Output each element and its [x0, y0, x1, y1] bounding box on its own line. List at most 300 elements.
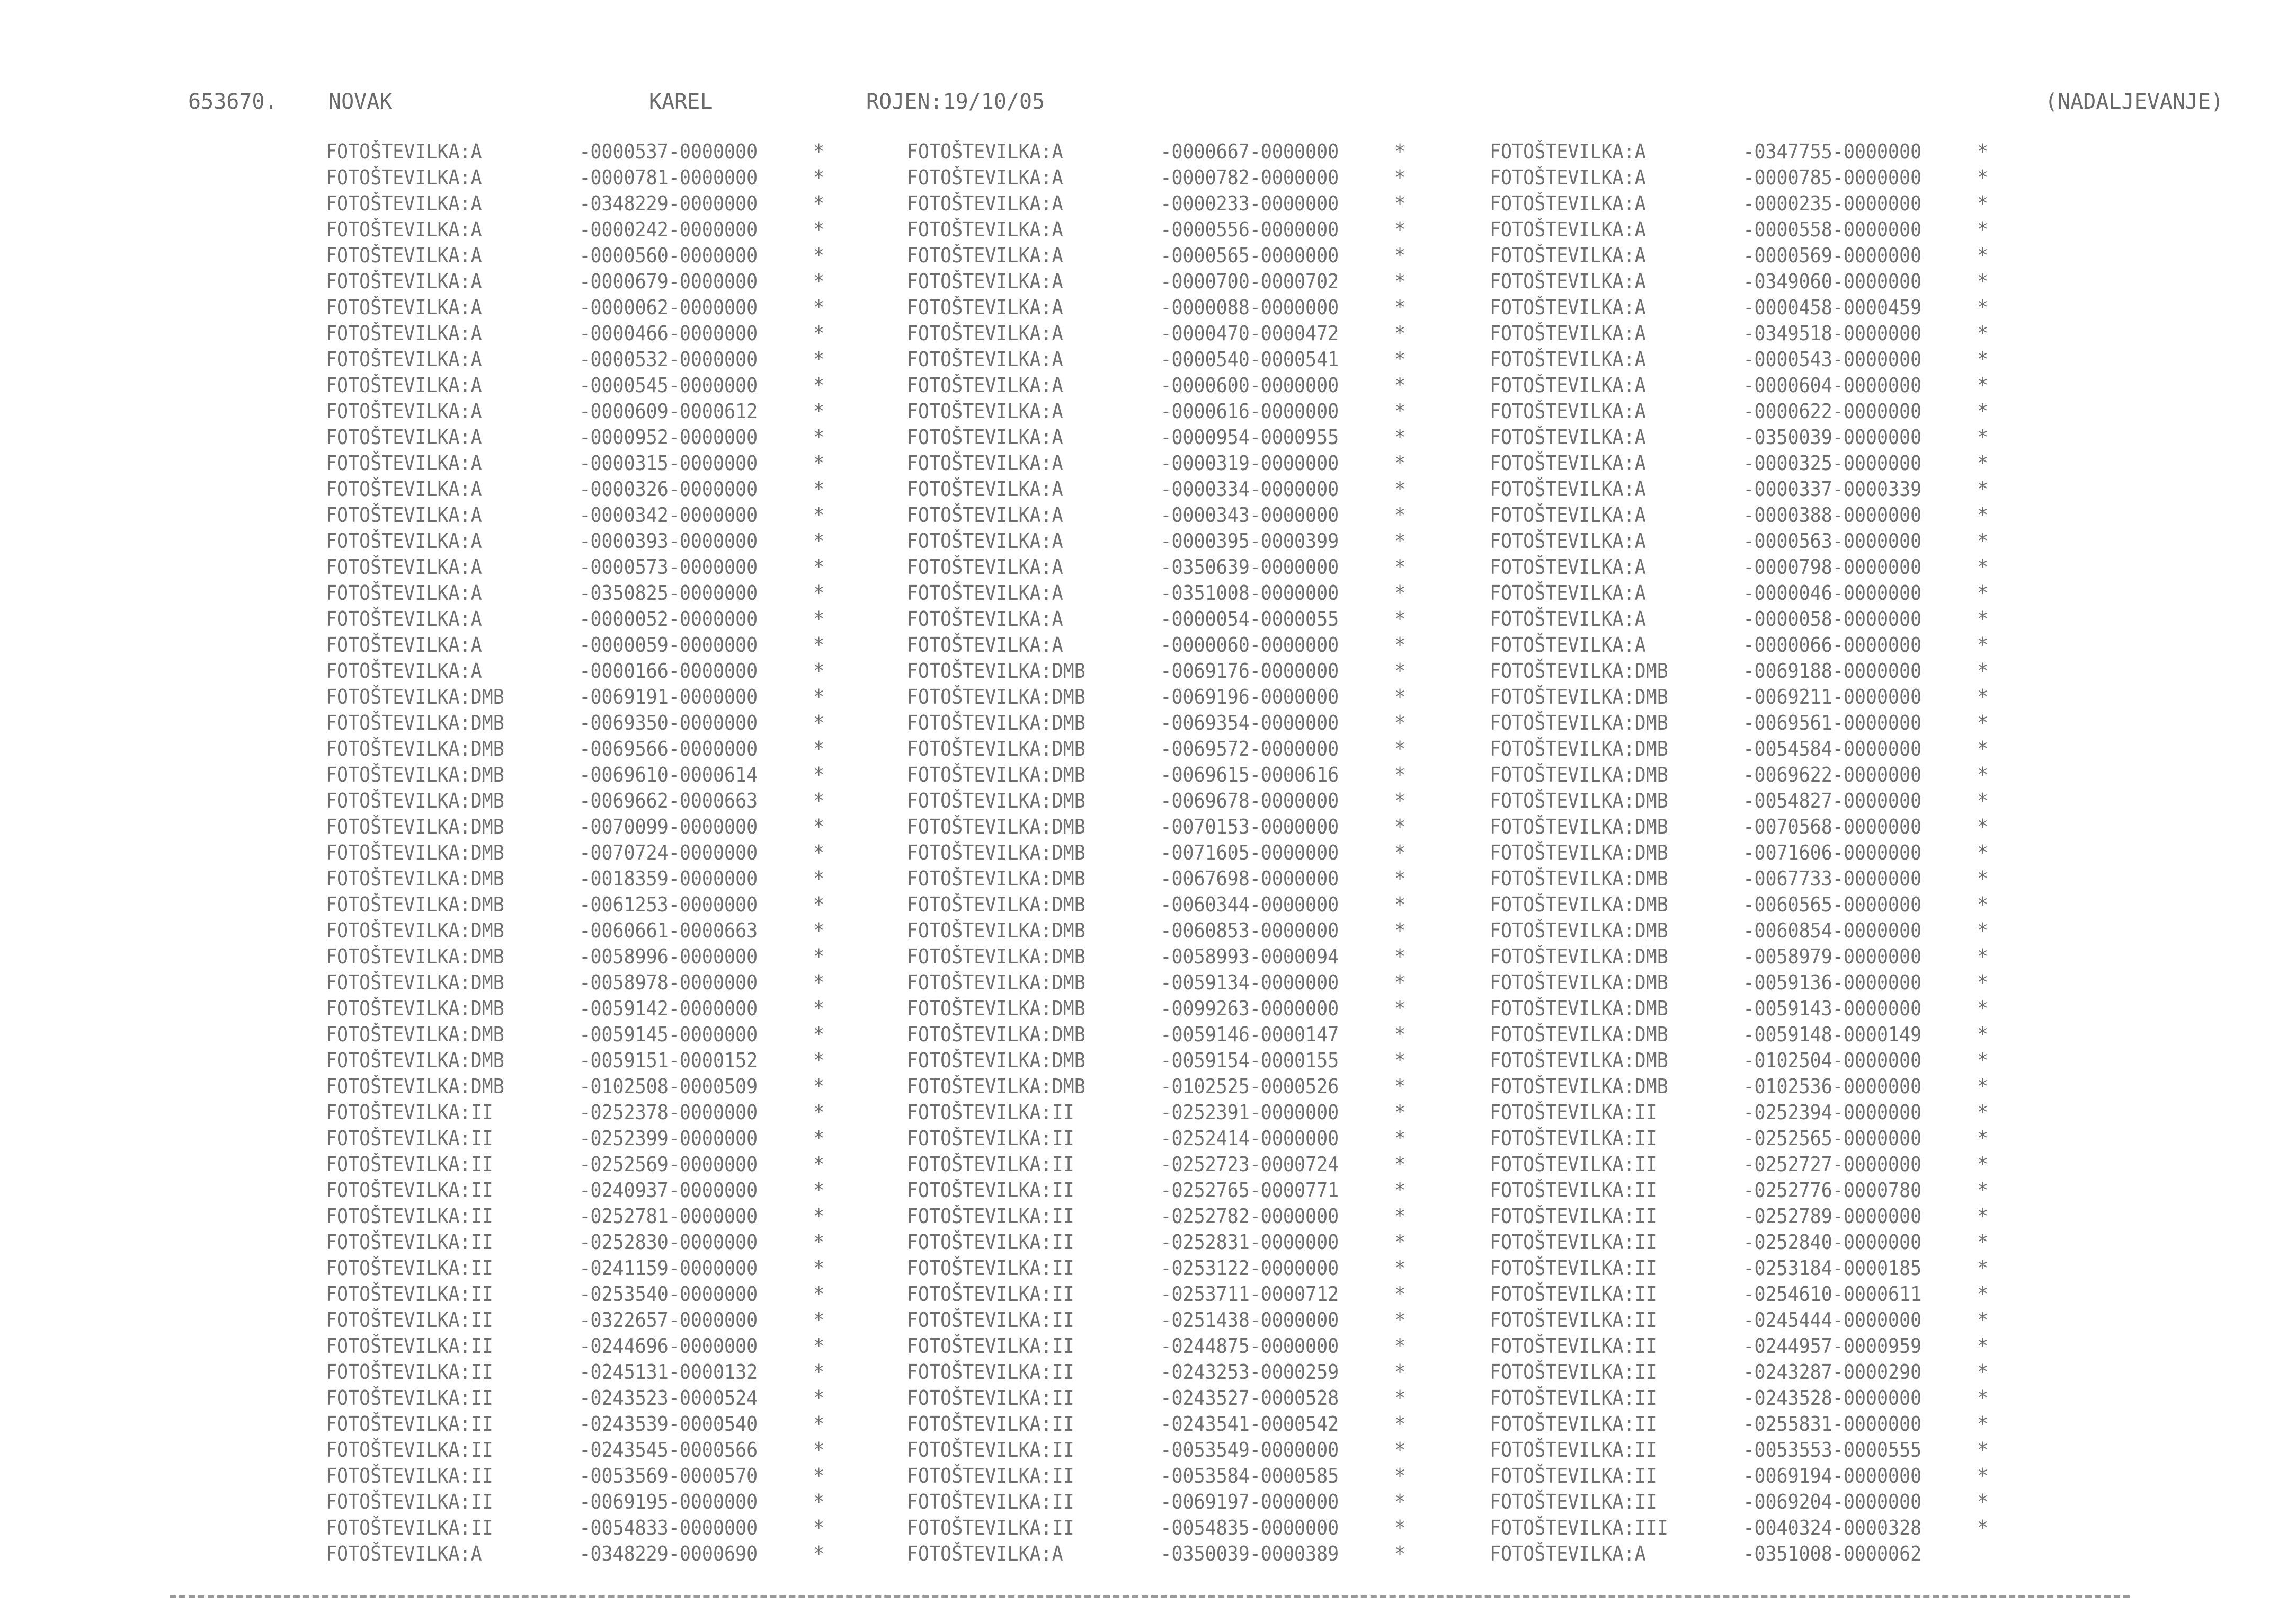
photo-number-row: [1490, 1333, 2026, 1359]
photo-number-row: [1490, 996, 2026, 1022]
photo-number-label: FOTOŠTEVILKA:II: [907, 1230, 1074, 1254]
photo-number-row: [326, 632, 862, 658]
photo-number-label: FOTOŠTEVILKA:II: [907, 1282, 1074, 1306]
photo-number-row: [1490, 554, 2026, 580]
photo-number-label: FOTOŠTEVILKA:A: [326, 218, 482, 241]
row-marker: *: [813, 555, 825, 579]
photo-number-label: FOTOŠTEVILKA:DMB: [1490, 945, 1668, 968]
photo-number-row: [1490, 1437, 2026, 1463]
photo-number-label: FOTOŠTEVILKA:II: [907, 1516, 1074, 1539]
photo-number-column-3: [1490, 139, 2072, 1567]
photo-number-row: [326, 944, 862, 970]
photo-number-value: -0059146-0000147: [1160, 1023, 1339, 1046]
photo-number-label: FOTOŠTEVILKA:II: [326, 1230, 493, 1254]
photo-number-label: FOTOŠTEVILKA:A: [1490, 607, 1646, 631]
photo-number-row: [907, 1541, 1443, 1567]
row-marker: *: [813, 1542, 825, 1565]
row-marker: *: [1977, 1464, 1989, 1487]
photo-number-row: [907, 1203, 1443, 1229]
photo-number-value: -0000233-0000000: [1160, 192, 1339, 215]
row-marker: *: [1977, 503, 1989, 527]
photo-number-row: [907, 658, 1443, 684]
photo-number-value: -0067733-0000000: [1743, 867, 1922, 890]
photo-number-row: [1490, 450, 2026, 476]
photo-number-value: -0000066-0000000: [1743, 633, 1922, 657]
photo-number-row: [326, 814, 862, 840]
photo-number-label: FOTOŠTEVILKA:DMB: [326, 763, 504, 786]
row-marker: *: [1394, 711, 1406, 734]
photo-number-value: -0059148-0000149: [1743, 1023, 1922, 1046]
row-marker: *: [1977, 374, 1989, 397]
row-marker: *: [1394, 400, 1406, 423]
photo-number-value: -0322657-0000000: [579, 1308, 758, 1332]
photo-number-row: [326, 269, 862, 295]
photo-number-label: FOTOŠTEVILKA:A: [907, 529, 1063, 553]
photo-number-row: [907, 1074, 1443, 1100]
photo-number-label: FOTOŠTEVILKA:DMB: [1490, 711, 1668, 734]
photo-number-row: [907, 1437, 1443, 1463]
row-marker: *: [1977, 633, 1989, 657]
photo-number-label: FOTOŠTEVILKA:A: [907, 633, 1063, 657]
row-marker: *: [813, 581, 825, 605]
photo-number-label: FOTOŠTEVILKA:II: [907, 1412, 1074, 1436]
photo-number-value: -0348229-0000000: [579, 192, 758, 215]
photo-number-label: FOTOŠTEVILKA:A: [1490, 270, 1646, 293]
photo-number-label: FOTOŠTEVILKA:DMB: [1490, 893, 1668, 916]
photo-number-value: -0000334-0000000: [1160, 477, 1339, 501]
photo-number-value: -0069572-0000000: [1160, 737, 1339, 760]
row-marker: *: [1977, 919, 1989, 942]
photo-number-value: -0000700-0000702: [1160, 270, 1339, 293]
photo-number-row: [1490, 710, 2026, 736]
photo-number-label: FOTOŠTEVILKA:DMB: [326, 1049, 504, 1072]
photo-number-label: FOTOŠTEVILKA:DMB: [326, 919, 504, 942]
photo-number-row: [907, 996, 1443, 1022]
photo-number-value: -0000054-0000055: [1160, 607, 1339, 631]
photo-number-label: FOTOŠTEVILKA:DMB: [907, 841, 1085, 864]
photo-number-value: -0000388-0000000: [1743, 503, 1922, 527]
photo-number-label: FOTOŠTEVILKA:A: [907, 166, 1063, 189]
row-marker: *: [813, 841, 825, 864]
row-marker: *: [1394, 1153, 1406, 1176]
photo-number-label: FOTOŠTEVILKA:DMB: [1490, 997, 1668, 1020]
row-marker: *: [1977, 1179, 1989, 1202]
photo-number-row: [907, 1100, 1443, 1126]
row-marker: *: [1977, 945, 1989, 968]
row-marker: *: [813, 1464, 825, 1487]
photo-number-value: -0060565-0000000: [1743, 893, 1922, 916]
photo-number-value: -0000782-0000000: [1160, 166, 1339, 189]
photo-number-row: [326, 892, 862, 918]
row-marker: *: [813, 659, 825, 683]
photo-number-row: [326, 736, 862, 762]
photo-number-value: -0000798-0000000: [1743, 555, 1922, 579]
photo-number-value: -0000242-0000000: [579, 218, 758, 241]
photo-number-value: -0071605-0000000: [1160, 841, 1339, 864]
photo-number-value: -0000667-0000000: [1160, 140, 1339, 163]
row-marker: *: [813, 763, 825, 786]
photo-number-label: FOTOŠTEVILKA:A: [907, 477, 1063, 501]
photo-number-value: -0000470-0000472: [1160, 322, 1339, 345]
photo-number-label: FOTOŠTEVILKA:A: [1490, 400, 1646, 423]
row-marker: *: [1394, 555, 1406, 579]
photo-number-value: -0058996-0000000: [579, 945, 758, 968]
row-marker: *: [813, 477, 825, 501]
photo-number-label: FOTOŠTEVILKA:II: [326, 1256, 493, 1280]
row-marker: *: [1394, 1230, 1406, 1254]
row-marker: *: [813, 1334, 825, 1358]
photo-number-label: FOTOŠTEVILKA:DMB: [1490, 1023, 1668, 1046]
photo-number-column-1: [326, 139, 909, 1567]
row-marker: *: [813, 270, 825, 293]
photo-number-label: FOTOŠTEVILKA:A: [1490, 218, 1646, 241]
photo-number-value: -0070099-0000000: [579, 815, 758, 838]
photo-number-value: -0000622-0000000: [1743, 400, 1922, 423]
row-marker: *: [813, 218, 825, 241]
photo-number-label: FOTOŠTEVILKA:II: [326, 1464, 493, 1487]
photo-number-value: -0000342-0000000: [579, 503, 758, 527]
photo-number-row: [1490, 580, 2026, 606]
photo-number-row: [907, 191, 1443, 217]
photo-number-label: FOTOŠTEVILKA:II: [907, 1334, 1074, 1358]
photo-number-value: -0053553-0000555: [1743, 1438, 1922, 1462]
photo-number-label: FOTOŠTEVILKA:II: [326, 1490, 493, 1513]
photo-number-label: FOTOŠTEVILKA:A: [1490, 581, 1646, 605]
photo-number-label: FOTOŠTEVILKA:DMB: [326, 997, 504, 1020]
row-marker: *: [1394, 270, 1406, 293]
photo-number-label: FOTOŠTEVILKA:DMB: [907, 945, 1085, 968]
photo-number-row: [1490, 424, 2026, 450]
photo-number-label: FOTOŠTEVILKA:A: [326, 503, 482, 527]
photo-number-row: [326, 840, 862, 866]
photo-number-row: [326, 373, 862, 398]
photo-number-label: FOTOŠTEVILKA:DMB: [326, 867, 504, 890]
row-marker: *: [1977, 1412, 1989, 1436]
photo-number-value: -0243545-0000566: [579, 1438, 758, 1462]
row-marker: *: [813, 426, 825, 449]
photo-number-label: FOTOŠTEVILKA:DMB: [326, 737, 504, 760]
row-marker: *: [1977, 1127, 1989, 1150]
photo-number-label: FOTOŠTEVILKA:DMB: [907, 971, 1085, 994]
row-marker: *: [1394, 477, 1406, 501]
photo-number-label: FOTOŠTEVILKA:II: [907, 1438, 1074, 1462]
photo-number-row: [1490, 1048, 2026, 1074]
photo-number-value: -0245444-0000000: [1743, 1308, 1922, 1332]
photo-number-value: -0069211-0000000: [1743, 685, 1922, 708]
row-marker: *: [1977, 1256, 1989, 1280]
photo-number-value: -0000319-0000000: [1160, 451, 1339, 475]
photo-number-row: [907, 139, 1443, 165]
photo-number-value: -0252723-0000724: [1160, 1153, 1339, 1176]
photo-number-row: [907, 1022, 1443, 1048]
photo-number-label: FOTOŠTEVILKA:A: [326, 192, 482, 215]
row-marker: *: [1977, 815, 1989, 838]
photo-number-value: -0244957-0000959: [1743, 1334, 1922, 1358]
photo-number-value: -0071606-0000000: [1743, 841, 1922, 864]
photo-number-row: [907, 1359, 1443, 1385]
photo-number-row: [326, 1411, 862, 1437]
photo-number-row: [326, 1100, 862, 1126]
row-marker: *: [1394, 244, 1406, 267]
photo-number-row: [907, 1152, 1443, 1177]
photo-number-value: -0053569-0000570: [579, 1464, 758, 1487]
photo-number-row: [1490, 347, 2026, 373]
photo-number-label: FOTOŠTEVILKA:II: [1490, 1308, 1657, 1332]
photo-number-value: -0252569-0000000: [579, 1153, 758, 1176]
row-marker: *: [813, 919, 825, 942]
photo-number-row: [1490, 814, 2026, 840]
photo-number-label: FOTOŠTEVILKA:A: [1490, 555, 1646, 579]
photo-number-row: [1490, 502, 2026, 528]
photo-number-label: FOTOŠTEVILKA:II: [907, 1386, 1074, 1410]
photo-number-label: FOTOŠTEVILKA:II: [907, 1256, 1074, 1280]
photo-number-label: FOTOŠTEVILKA:A: [1490, 296, 1646, 319]
row-marker: *: [813, 1516, 825, 1539]
photo-number-value: -0245131-0000132: [579, 1360, 758, 1384]
row-marker: *: [813, 971, 825, 994]
row-marker: *: [813, 348, 825, 371]
photo-number-label: FOTOŠTEVILKA:II: [1490, 1464, 1657, 1487]
photo-number-label: FOTOŠTEVILKA:II: [907, 1464, 1074, 1487]
photo-number-row: [326, 1333, 862, 1359]
photo-number-value: -0244875-0000000: [1160, 1334, 1339, 1358]
photo-number-label: FOTOŠTEVILKA:A: [326, 348, 482, 371]
photo-number-value: -0060344-0000000: [1160, 893, 1339, 916]
photo-number-row: [326, 1281, 862, 1307]
photo-number-value: -0241159-0000000: [579, 1256, 758, 1280]
row-marker: *: [1394, 737, 1406, 760]
photo-number-row: [326, 1074, 862, 1100]
row-marker: *: [813, 685, 825, 708]
photo-number-label: FOTOŠTEVILKA:A: [1490, 426, 1646, 449]
photo-number-value: -0350639-0000000: [1160, 555, 1339, 579]
photo-number-row: [326, 1126, 862, 1152]
photo-number-value: -0069610-0000614: [579, 763, 758, 786]
row-marker: *: [1394, 192, 1406, 215]
row-marker: *: [813, 1127, 825, 1150]
photo-number-value: -0059143-0000000: [1743, 997, 1922, 1020]
row-marker: *: [813, 451, 825, 475]
photo-number-row: [326, 866, 862, 892]
row-marker: *: [813, 244, 825, 267]
photo-number-value: -0350825-0000000: [579, 581, 758, 605]
photo-number-value: -0000337-0000339: [1743, 477, 1922, 501]
photo-number-label: FOTOŠTEVILKA:DMB: [326, 945, 504, 968]
photo-number-value: -0000537-0000000: [579, 140, 758, 163]
photo-number-value: -0069197-0000000: [1160, 1490, 1339, 1513]
photo-number-row: [907, 788, 1443, 814]
photo-number-value: -0000046-0000000: [1743, 581, 1922, 605]
row-marker: *: [813, 1153, 825, 1176]
photo-number-row: [1490, 762, 2026, 788]
photo-number-label: FOTOŠTEVILKA:A: [326, 477, 482, 501]
row-marker: *: [813, 400, 825, 423]
row-marker: *: [813, 374, 825, 397]
photo-number-value: -0102508-0000509: [579, 1075, 758, 1098]
photo-number-row: [326, 684, 862, 710]
row-marker: *: [1977, 1360, 1989, 1384]
photo-number-value: -0240937-0000000: [579, 1179, 758, 1202]
photo-number-label: FOTOŠTEVILKA:A: [1490, 633, 1646, 657]
photo-number-value: -0252782-0000000: [1160, 1205, 1339, 1228]
row-marker: *: [1977, 1334, 1989, 1358]
row-marker: *: [1394, 1334, 1406, 1358]
photo-number-row: [326, 321, 862, 347]
photo-number-value: -0252831-0000000: [1160, 1230, 1339, 1254]
photo-number-row: [907, 918, 1443, 944]
photo-number-row: [907, 970, 1443, 996]
photo-number-row: [907, 424, 1443, 450]
photo-number-row: [326, 1203, 862, 1229]
photo-number-row: [326, 788, 862, 814]
photo-number-row: [1490, 788, 2026, 814]
row-marker: *: [1977, 477, 1989, 501]
row-marker: *: [1394, 1542, 1406, 1565]
photo-number-value: -0252781-0000000: [579, 1205, 758, 1228]
photo-number-row: [907, 840, 1443, 866]
photo-number-label: FOTOŠTEVILKA:DMB: [1490, 763, 1668, 786]
row-marker: *: [813, 1360, 825, 1384]
row-marker: *: [1394, 919, 1406, 942]
photo-number-value: -0000060-0000000: [1160, 633, 1339, 657]
photo-number-label: FOTOŠTEVILKA:A: [907, 192, 1063, 215]
photo-number-value: -0255831-0000000: [1743, 1412, 1922, 1436]
photo-number-label: FOTOŠTEVILKA:III: [1490, 1516, 1668, 1539]
photo-number-label: FOTOŠTEVILKA:II: [326, 1516, 493, 1539]
photo-number-row: [1490, 1489, 2026, 1515]
photo-number-label: FOTOŠTEVILKA:A: [907, 400, 1063, 423]
row-marker: *: [1977, 1049, 1989, 1072]
photo-number-label: FOTOŠTEVILKA:A: [907, 607, 1063, 631]
row-marker: *: [1977, 711, 1989, 734]
photo-number-row: [1490, 1463, 2026, 1489]
photo-number-row: [1490, 1307, 2026, 1333]
row-marker: *: [1394, 218, 1406, 241]
photo-number-value: -0243539-0000540: [579, 1412, 758, 1436]
photo-number-row: [907, 1515, 1443, 1541]
photo-number-label: FOTOŠTEVILKA:DMB: [1490, 737, 1668, 760]
row-marker: *: [1394, 322, 1406, 345]
photo-number-value: -0000052-0000000: [579, 607, 758, 631]
photo-number-row: [326, 1022, 862, 1048]
photo-number-value: -0053549-0000000: [1160, 1438, 1339, 1462]
photo-number-row: [326, 139, 862, 165]
photo-number-row: [1490, 373, 2026, 398]
photo-number-value: -0243287-0000290: [1743, 1360, 1922, 1384]
photo-number-value: -0000458-0000459: [1743, 296, 1922, 319]
photo-number-row: [907, 1177, 1443, 1203]
photo-number-label: FOTOŠTEVILKA:II: [326, 1282, 493, 1306]
photo-number-value: -0069191-0000000: [579, 685, 758, 708]
row-marker: *: [813, 1256, 825, 1280]
row-marker: *: [1977, 322, 1989, 345]
row-marker: *: [1977, 685, 1989, 708]
photo-number-row: [907, 269, 1443, 295]
photo-number-value: -0252394-0000000: [1743, 1101, 1922, 1124]
photo-number-value: -0069204-0000000: [1743, 1490, 1922, 1513]
bottom-dashed-rule: [170, 1595, 2130, 1598]
photo-number-value: -0000952-0000000: [579, 426, 758, 449]
row-marker: *: [1977, 451, 1989, 475]
row-marker: *: [813, 1075, 825, 1098]
row-marker: *: [1977, 997, 1989, 1020]
photo-number-value: -0000563-0000000: [1743, 529, 1922, 553]
photo-number-value: -0350039-0000000: [1743, 426, 1922, 449]
row-marker: *: [1394, 971, 1406, 994]
photo-number-label: FOTOŠTEVILKA:A: [326, 270, 482, 293]
row-marker: *: [813, 815, 825, 838]
photo-number-row: [1490, 139, 2026, 165]
photo-number-label: FOTOŠTEVILKA:II: [907, 1101, 1074, 1124]
photo-number-value: -0018359-0000000: [579, 867, 758, 890]
row-marker: *: [813, 1490, 825, 1513]
photo-number-label: FOTOŠTEVILKA:A: [907, 244, 1063, 267]
photo-number-label: FOTOŠTEVILKA:DMB: [326, 685, 504, 708]
row-marker: *: [1977, 529, 1989, 553]
photo-number-value: -0102525-0000526: [1160, 1075, 1339, 1098]
photo-number-label: FOTOŠTEVILKA:DMB: [326, 971, 504, 994]
row-marker: *: [1977, 296, 1989, 319]
photo-number-label: FOTOŠTEVILKA:A: [907, 1542, 1063, 1565]
photo-number-label: FOTOŠTEVILKA:A: [326, 426, 482, 449]
photo-number-row: [907, 243, 1443, 269]
photo-number-row: [1490, 918, 2026, 944]
photo-number-label: FOTOŠTEVILKA:II: [326, 1412, 493, 1436]
row-marker: *: [1394, 1127, 1406, 1150]
photo-number-label: FOTOŠTEVILKA:DMB: [326, 841, 504, 864]
photo-number-label: FOTOŠTEVILKA:A: [1490, 322, 1646, 345]
photo-number-row: [907, 1489, 1443, 1515]
photo-number-label: FOTOŠTEVILKA:A: [907, 581, 1063, 605]
photo-number-row: [907, 1229, 1443, 1255]
photo-number-label: FOTOŠTEVILKA:A: [907, 140, 1063, 163]
photo-number-value: -0000343-0000000: [1160, 503, 1339, 527]
photo-number-label: FOTOŠTEVILKA:DMB: [1490, 815, 1668, 838]
row-marker: *: [813, 1023, 825, 1046]
photo-number-label: FOTOŠTEVILKA:A: [907, 451, 1063, 475]
photo-number-value: -0252765-0000771: [1160, 1179, 1339, 1202]
photo-number-label: FOTOŠTEVILKA:DMB: [1490, 971, 1668, 994]
photo-number-value: -0069196-0000000: [1160, 685, 1339, 708]
photo-number-label: FOTOŠTEVILKA:II: [326, 1308, 493, 1332]
row-marker: *: [1394, 581, 1406, 605]
photo-number-label: FOTOŠTEVILKA:DMB: [907, 1075, 1085, 1098]
photo-number-label: FOTOŠTEVILKA:A: [1490, 166, 1646, 189]
photo-number-row: [326, 1152, 862, 1177]
photo-number-row: [1490, 658, 2026, 684]
row-marker: *: [813, 867, 825, 890]
photo-number-label: FOTOŠTEVILKA:II: [326, 1360, 493, 1384]
photo-number-row: [1490, 398, 2026, 424]
photo-number-row: [326, 398, 862, 424]
photo-number-row: [326, 918, 862, 944]
photo-number-label: FOTOŠTEVILKA:A: [907, 503, 1063, 527]
photo-number-row: [1490, 1022, 2026, 1048]
photo-number-value: -0243541-0000542: [1160, 1412, 1339, 1436]
photo-number-label: FOTOŠTEVILKA:II: [907, 1490, 1074, 1513]
photo-number-label: FOTOŠTEVILKA:A: [907, 322, 1063, 345]
photo-number-label: FOTOŠTEVILKA:II: [907, 1205, 1074, 1228]
photo-number-row: [1490, 528, 2026, 554]
photo-number-value: -0252776-0000780: [1743, 1179, 1922, 1202]
photo-number-row: [1490, 944, 2026, 970]
photo-number-value: -0252727-0000000: [1743, 1153, 1922, 1176]
row-marker: *: [1394, 1386, 1406, 1410]
photo-number-label: FOTOŠTEVILKA:II: [326, 1386, 493, 1410]
photo-number-label: FOTOŠTEVILKA:DMB: [907, 815, 1085, 838]
photo-number-label: FOTOŠTEVILKA:DMB: [907, 1023, 1085, 1046]
continuation-note: (NADALJEVANJE): [2045, 90, 2224, 114]
